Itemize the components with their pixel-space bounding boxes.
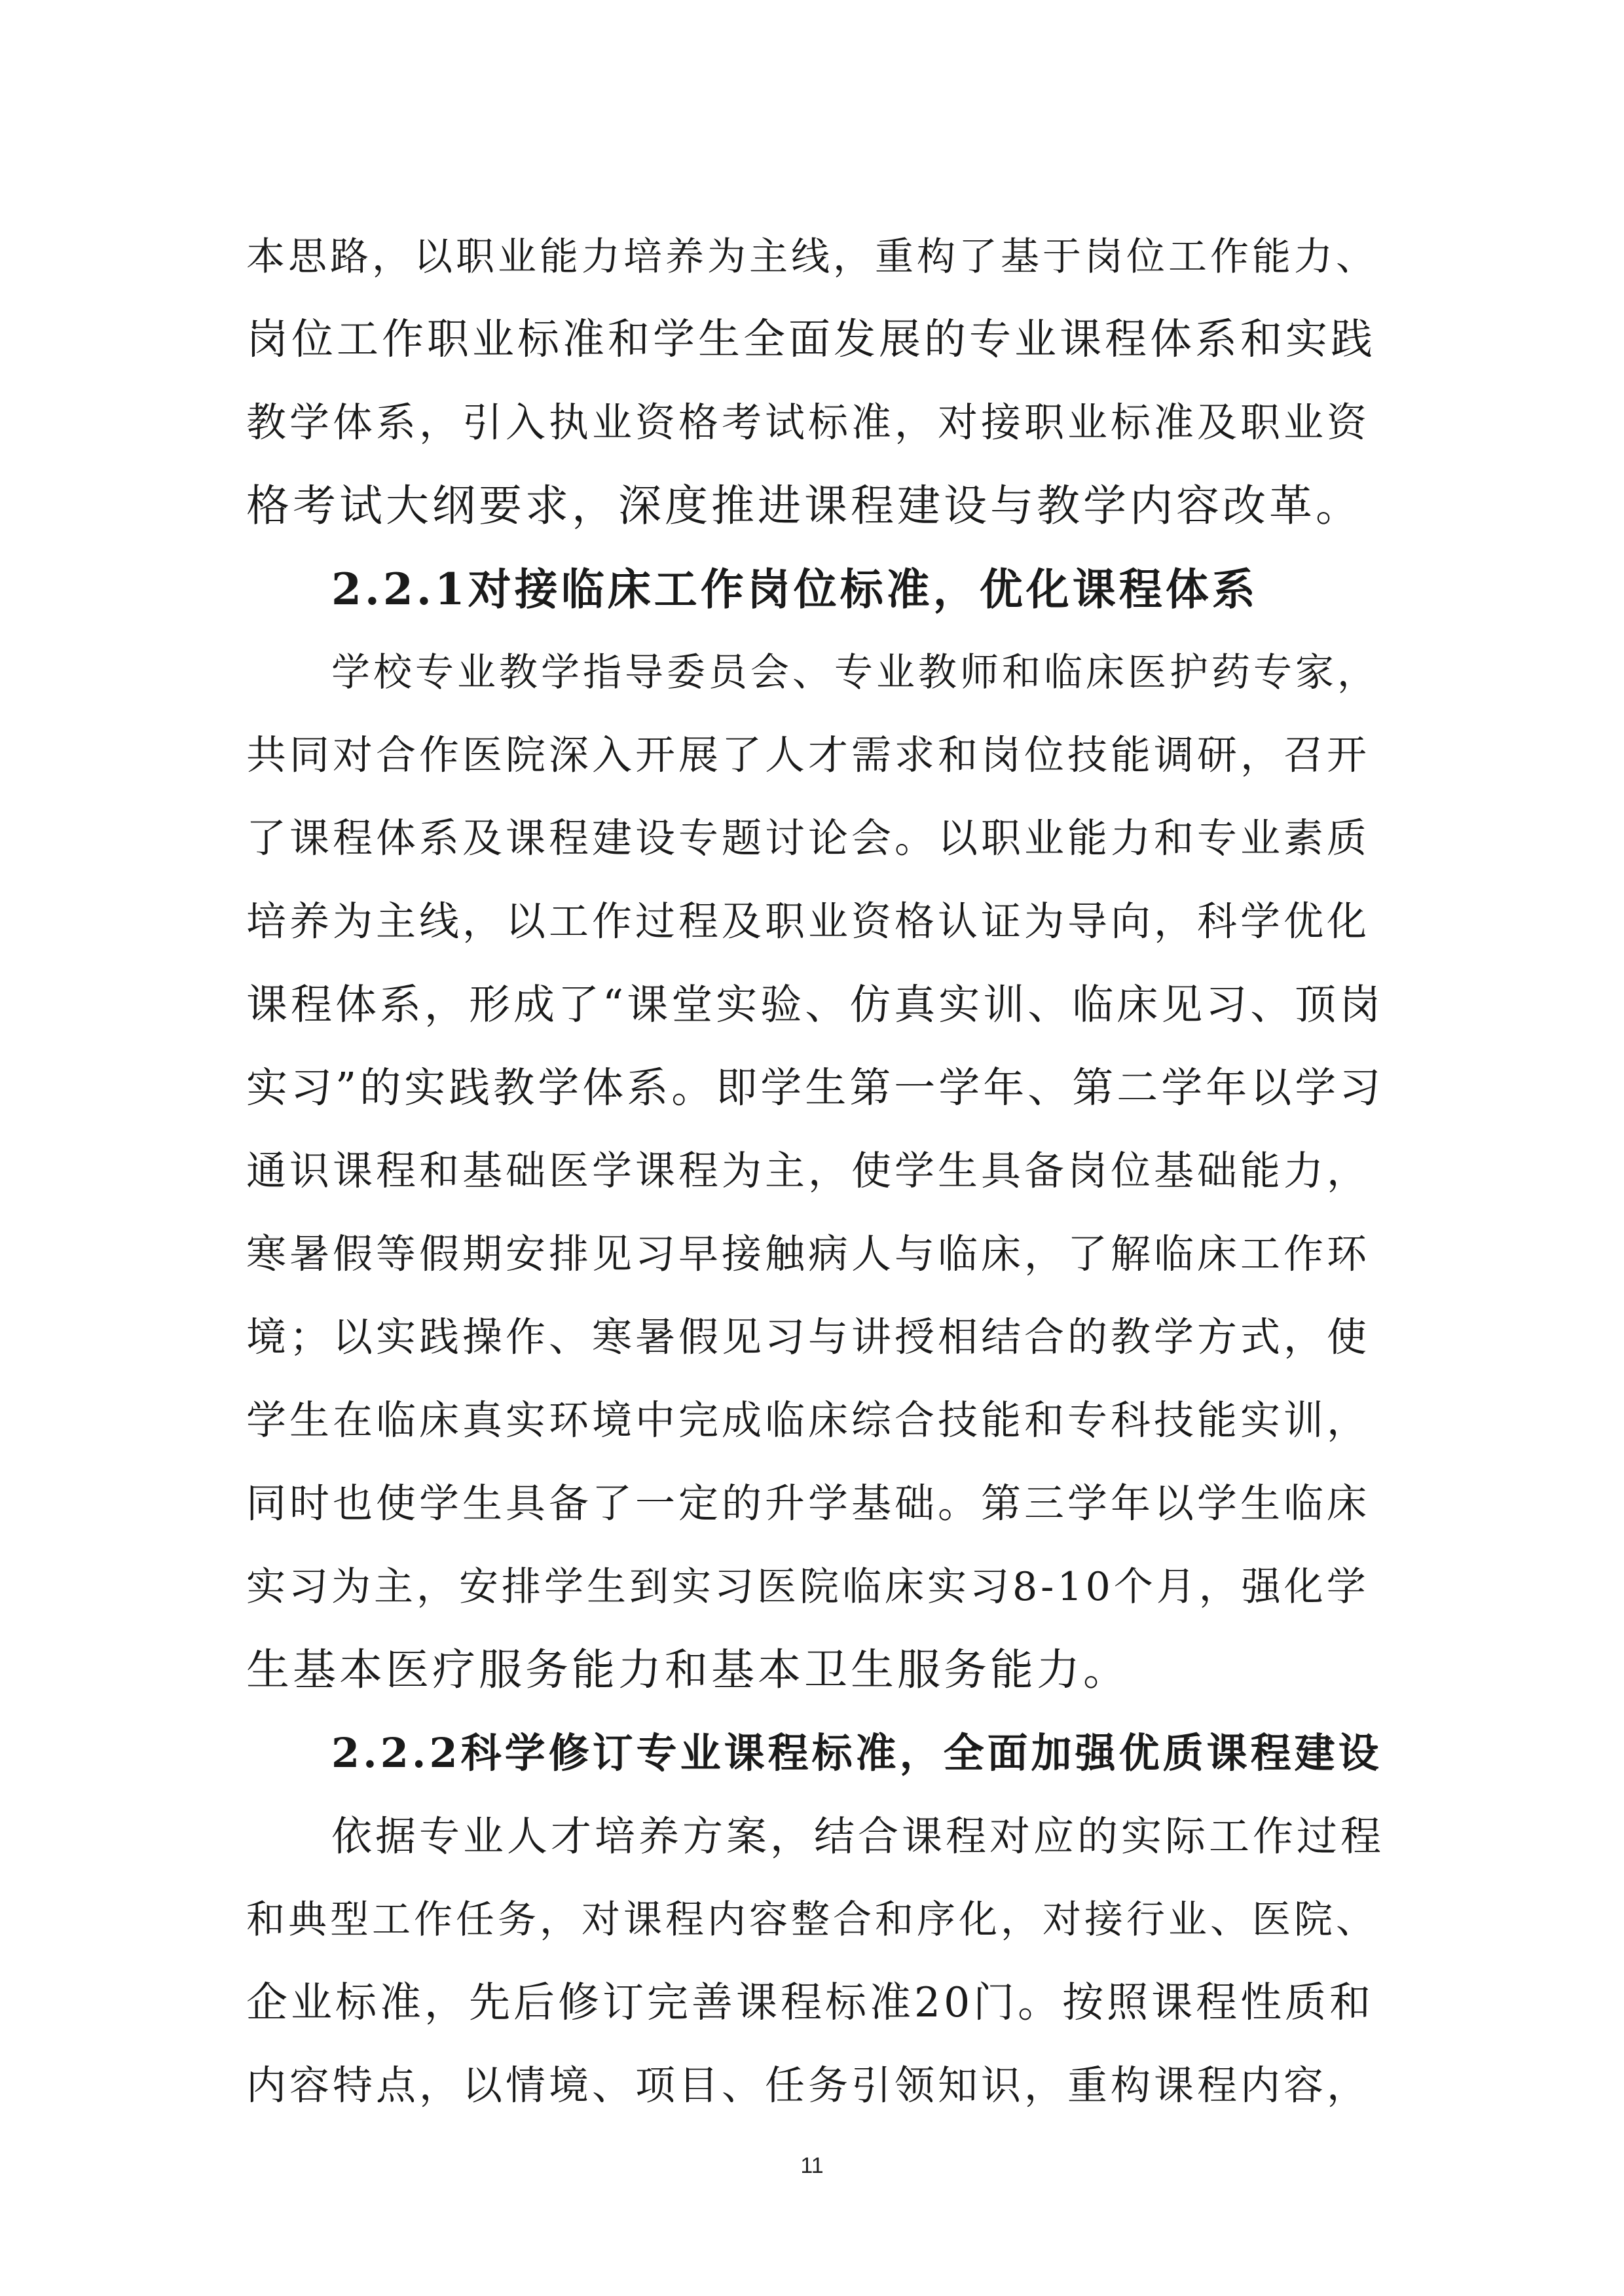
section-heading: 2.2.2科学修订专业课程标准，全面加强优质课程建设 [331, 1729, 1382, 1777]
body-text-line: 实习”的实践教学体系。即学生第一学年、第二学年以学习 [246, 1064, 1384, 1112]
body-text-line: 实习为主，安排学生到实习医院临床实习8-10个月，强化学 [246, 1564, 1369, 1610]
body-text-line: 了课程体系及课程建设专题讨论会。以职业能力和专业素质 [246, 815, 1371, 862]
section-heading: 2.2.1对接临床工作岗位标准，优化课程体系 [331, 564, 1259, 615]
body-text-line: 企业标准，先后修订完善课程标准20门。按照课程性质和 [246, 1978, 1375, 2026]
body-text-line: 寒暑假等假期安排见习早接触病人与临床，了解临床工作环 [246, 1231, 1371, 1277]
body-text-line: 岗位工作职业标准和学生全面发展的专业课程体系和实践 [246, 316, 1376, 364]
page-number: 11 [800, 2153, 824, 2178]
body-text-line: 内容特点，以情境、项目、任务引领知识，重构课程内容， [246, 2062, 1371, 2109]
body-text-line: 依据专业人才培养方案，结合课程对应的实际工作过程 [331, 1812, 1385, 1860]
body-text-line: 境；以实践操作、寒暑假见习与讲授相结合的教学方式，使 [246, 1314, 1371, 1360]
body-text-line: 同时也使学生具备了一定的升学基础。第三学年以学生临床 [246, 1480, 1371, 1527]
body-text-line: 学校专业教学指导委员会、专业教师和临床医护药专家， [331, 649, 1380, 695]
body-text-line: 格考试大纲要求，深度推进课程建设与教学内容改革。 [246, 481, 1362, 531]
body-text-line: 共同对合作医院深入开展了人才需求和岗位技能调研，召开 [246, 732, 1371, 778]
body-text-line: 培养为主线，以工作过程及职业资格认证为导向，科学优化 [246, 898, 1371, 945]
body-text-line: 和典型工作任务，对课程内容整合和序化，对接行业、医院、 [246, 1897, 1378, 1942]
body-text-line: 本思路，以职业能力培养为主线，重构了基于岗位工作能力、 [246, 234, 1378, 279]
body-text-line: 教学体系，引入执业资格考试标准，对接职业标准及职业资 [246, 399, 1371, 446]
body-text-line: 生基本医疗服务能力和基本卫生服务能力。 [246, 1645, 1130, 1695]
body-text-line: 学生在临床真实环境中完成临床综合技能和专科技能实训， [246, 1397, 1371, 1444]
body-text-line: 课程体系，形成了“课堂实验、仿真实训、临床见习、顶岗 [246, 981, 1384, 1029]
body-text-line: 通识课程和基础医学课程为主，使学生具备岗位基础能力， [246, 1148, 1371, 1194]
